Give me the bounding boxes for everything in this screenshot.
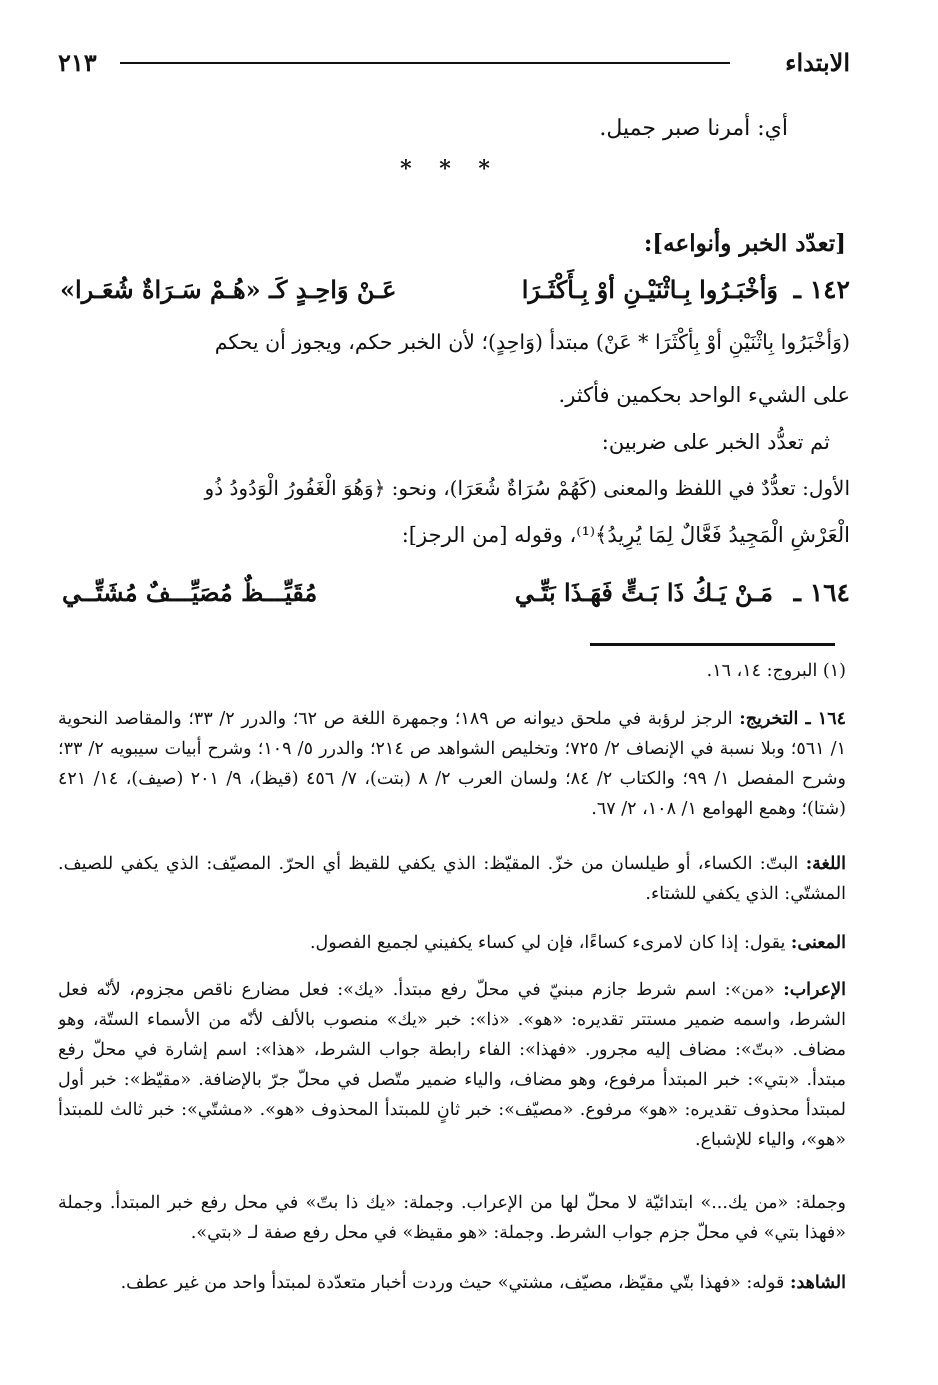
paragraph-line: (وَأخْبَرُوا بِاثْنَيْنِ أوْ بِأكْثَرَا * عَنْ) مبتدأ (وَاحِدٍ)؛ لأن الخبر حكم، ويجوز أن يحكم bbox=[214, 330, 850, 354]
takhrij-block bbox=[58, 704, 846, 828]
jumla-text: وجملة: «من يك...» ابتدائيّة لا محلّ لها من الإعراب. وجملة: «يك ذا بتّ» في محل رفع خبر المبتدأ. وجملة «فهذا بتي» في محلّ جزم جواب الشرط. وجملة: «هو مقيظ» في محل رفع صفة لـ «بتي». bbox=[58, 1193, 846, 1243]
maana-label: المعنى: bbox=[790, 933, 846, 953]
page-number: ٢١٣ bbox=[58, 48, 97, 77]
shahid-text: قوله: «فهذا بتّي مقيّظ، مصيّف، مشتي» حيث وردت أخبار متعدّدة لمبتدأ واحد من غير عطف. bbox=[120, 1273, 785, 1293]
verse-164-second-hemistich: مُقَيِّـــظٌ مُصَيِّـــفٌ مُشَتِّــي bbox=[62, 578, 318, 607]
verse-142-second-hemistich: عَـنْ وَاحِـدٍ كَـ «هُـمْ سَـرَاةٌ شُعَـرا» bbox=[60, 275, 397, 304]
chapter-title: الابتداء bbox=[785, 48, 850, 77]
lugha-text: البتّ: الكساء، أو طيلسان من خزّ. المقيّظ: الذي يكفي للقيظ أي الحرّ. المصيّف: الذي يكفي للصيف. المشتّي: الذي يكفي للشتاء. bbox=[58, 854, 846, 904]
verse-142-number: ١٤٢ ـ bbox=[793, 275, 850, 304]
section-heading: [تعدّد الخبر وأنواعه]: bbox=[643, 230, 846, 257]
section-separator: * * * bbox=[400, 156, 500, 182]
paragraph-line: على الشيء الواحد بحكمين فأكثر. bbox=[558, 383, 850, 407]
irab-label: الإعراب: bbox=[783, 980, 846, 1000]
header-rule bbox=[120, 62, 730, 64]
footnote-1: (١) البروج: ١٤، ١٦. bbox=[706, 661, 846, 681]
takhrij-text: الرجز لرؤبة في ملحق ديوانه ص ١٨٩؛ وجمهرة اللغة ص ٦٢؛ والدرر ٢/ ٣٣؛ والمقاصد النحوية ١/ ٥٦١؛ وبلا نسبة في الإنصاف ٢/ ٧٢٥؛ وتخليص الشواهد ص ٢١٤؛ والدرر ٥/ ١٠٩؛ وشرح أبيات سيبويه ٢/ ٣٣؛ وشرح المفصل ١/ ٩٩؛ والكتاب ٢/ ٨٤؛ ولسان العرب ٢/ ٨ (بتت)، ٧/ ٤٥٦ (قيظ)، ٩/ ٢٠١ (صيف)، ١٤/ ٤٢١ (شتا)؛ وهمع الهوامع ١/ ١٠٨، ٢/ ٦٧. bbox=[58, 709, 846, 819]
takhrij-label: ١٦٤ ـ التخريج: bbox=[739, 709, 846, 729]
running-header bbox=[58, 42, 850, 82]
maana-block bbox=[58, 928, 846, 960]
paragraph-line: الْعَرْشِ الْمَجِيدُ فَعَّالٌ لِمَا يُرِيدُ﴾⁽¹⁾، وقوله [من الرجز]: bbox=[401, 523, 850, 547]
text-line: أي: أمرنا صبر جميل. bbox=[599, 116, 788, 141]
irab-text: «من»: اسم شرط جازم مبنيّ في محلّ رفع مبتدأ. «يك»: فعل مضارع ناقص مجزوم، لأنّه فعل الشرط، واسمه ضمير مستتر تقديره: «هو». «ذا»: خبر «يك» منصوب بالألف لأنّه من الأسماء الستّة، وهو مضاف. «بتّ»: مضاف إليه مجرور. «فهذا»: الفاء رابطة جواب الشرط، «هذا»: اسم إشارة في محلّ رفع مبتدأ. «بتي»: خبر المبتدأ مرفوع، وهو مضاف، والياء ضمير متّصل في محلّ جرّ بالإضافة. «مقيّظ»: خبر أول لمبتدأ محذوف تقديره: «هو» مرفوع. «مصيّف»: خبر ثانٍ للمبتدأ المحذوف «هو». «مشتّي»: خبر ثالث للمبتدأ «هو»، والياء للإشباع. bbox=[58, 980, 846, 1150]
lugha-label: اللغة: bbox=[805, 854, 846, 874]
shahid-block bbox=[58, 1268, 846, 1332]
paragraph-line: ثم تعدُّد الخبر على ضربين: bbox=[601, 430, 830, 454]
jumla-block bbox=[58, 1188, 846, 1252]
lugha-block bbox=[58, 849, 846, 913]
verse-164-number: ١٦٤ ـ bbox=[793, 578, 850, 607]
verse-142-first-hemistich: وَأخْبَـرُوا بِـاثْنَيْـنِ أوْ بِـأَكْثَـرَا bbox=[521, 275, 778, 304]
footnote-rule bbox=[590, 643, 835, 646]
irab-block bbox=[58, 975, 846, 1177]
verse-164-first-hemistich: مَـنْ يَـكُ ذَا بَـتٍّ فَهَـذَا بَتِّـي bbox=[514, 578, 773, 607]
shahid-label: الشاهد: bbox=[789, 1273, 846, 1293]
maana-text: يقول: إذا كان لامرىء كساءًا، فإن لي كساء يكفيني لجميع الفصول. bbox=[309, 933, 786, 953]
paragraph-line: الأول: تعدُّدٌ في اللفظ والمعنى (كَهُمْ سُرَاةٌ شُعَرَا)، ونحو: ﴿وَهُوَ الْغَفُورُ الْوَدُودُ ذُو bbox=[204, 476, 850, 500]
